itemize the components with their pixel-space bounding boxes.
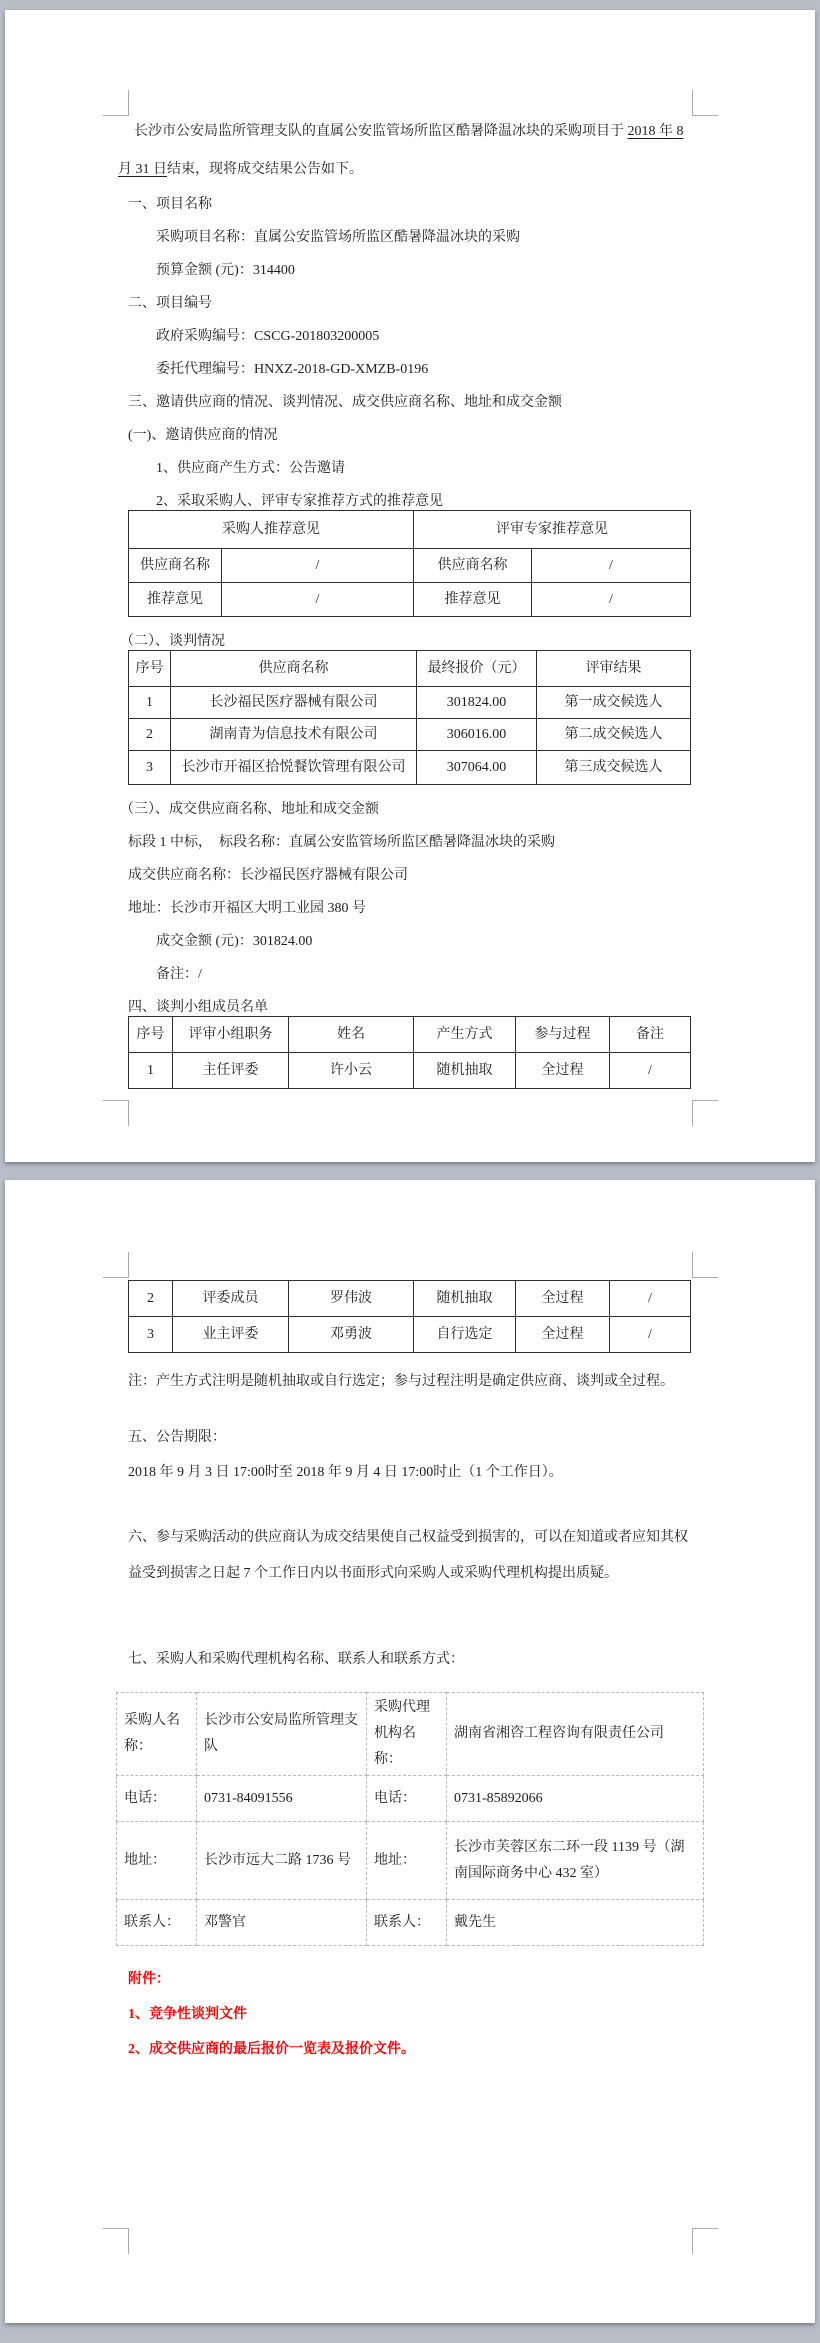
section-2-heading-part: 二、项目编号 [128,296,212,311]
recommendation-table-row [129,583,691,617]
recommendation-table-cell: / [532,583,691,617]
project-name-line-part: 采购项目名称：直属公安监管场所监区酷暑降温冰块的采购 [156,230,520,245]
recommendation-intro-line [156,492,443,511]
attachment-item-1-part: 1、竞争性谈判文件 [128,2007,247,2022]
recommendation-table-cell: 采购人推荐意见 [129,511,414,549]
announcement-period-line-part: 2018 年 9 月 3 日 17:00时至 2018 年 9 月 4 日 17:00时止（1 个工作日）。 [128,1465,563,1480]
section-4-heading-part: 四、谈判小组成员名单 [128,1000,268,1015]
panel-table-continued-cell: / [610,1317,691,1353]
panel-table-continued-cell: 随机抽取 [414,1281,516,1317]
opening-paragraph-line-1-part: 长沙市公安局监所管理支队的直属公安监管场所监区酷暑降温冰块的采购项目于 [134,124,628,139]
section-4-heading [128,998,268,1017]
panel-table-continued [128,1280,691,1353]
panel-table-continued-cell: / [610,1281,691,1317]
section-5-heading [128,1428,226,1447]
negotiation-table-cell: 301824.00 [417,687,537,719]
panel-table-continued-cell: 业主评委 [173,1317,289,1353]
contact-table-cell: 采购代理机构名称： [367,1693,447,1776]
section-6-line-2-part: 益受到损害之日起 7 个工作日内以书面形式向采购人或采购代理机构提出质疑。 [128,1566,618,1581]
contact-table-cell: 联系人： [367,1900,447,1946]
subsection-3-3-heading [120,800,379,819]
margin-mark-top-left [103,1252,129,1278]
recommendation-table-cell: / [222,549,414,583]
section-7-heading [128,1650,464,1669]
negotiation-table-cell: 306016.00 [417,719,537,751]
negotiation-table-cell: 307064.00 [417,751,537,785]
recommendation-table-row [129,549,691,583]
note-line-part: 注：产生方式注明是随机抽取或自行选定；参与过程注明是确定供应商、谈判或全过程。 [128,1374,674,1389]
contact-table-row [117,1693,704,1776]
contact-table-row [117,1776,704,1822]
remark-line-part: 备注：/ [156,967,202,982]
panel-table-cell: 主任评委 [173,1053,289,1089]
contact-table-cell: 邓警官 [197,1900,367,1946]
contact-table-cell: 电话： [117,1776,197,1822]
panel-table-cell: 参与过程 [516,1017,610,1053]
project-name-line [156,228,520,247]
attachment-heading [128,1970,170,1989]
panel-table-row [129,1017,691,1053]
panel-table-continued-cell: 评委成员 [173,1281,289,1317]
recommendation-table-cell: 供应商名称 [414,549,532,583]
attachment-item-1 [128,2005,247,2024]
panel-table-continued-cell: 全过程 [516,1317,610,1353]
contact-table-cell: 湖南省湘咨工程咨询有限责任公司 [447,1693,704,1776]
panel-table-continued-row [129,1317,691,1353]
negotiation-table-cell: 2 [129,719,171,751]
supplier-method-line [156,459,345,478]
opening-paragraph-line-2-part: 结束，现将成交结果公告如下。 [167,162,363,177]
recommendation-table-cell: / [222,583,414,617]
negotiation-table-cell: 第三成交候选人 [537,751,691,785]
subsection-3-1-heading [128,426,277,445]
panel-table-cell: 备注 [610,1017,691,1053]
winner-address-line [128,899,366,918]
deal-amount-line [156,932,312,951]
winner-address-line-part: 地址：长沙市开福区大明工业园 380 号 [128,901,366,916]
section-2-heading [128,294,212,313]
negotiation-table-cell: 1 [129,687,171,719]
margin-mark-bottom-left [103,1100,129,1126]
subsection-3-1-heading-part: (一)、邀请供应商的情况 [128,428,278,443]
budget-line-part: 预算金额 (元)：314400 [156,263,295,278]
section-3-heading [128,393,562,412]
panel-table-cell: / [610,1053,691,1089]
recommendation-intro-line-part: 2、采取采购人、评审专家推荐方式的推荐意见 [156,494,443,509]
recommendation-table [128,510,691,617]
supplier-method-line-part: 1、供应商产生方式：公告邀请 [156,461,345,476]
contact-table-cell: 长沙市公安局监所管理支队 [197,1693,367,1776]
panel-table-cell: 序号 [129,1017,173,1053]
recommendation-table-cell: 供应商名称 [129,549,222,583]
bid-section-line [128,833,555,852]
contact-table-cell: 采购人名称： [117,1693,197,1776]
recommendation-table-cell: 推荐意见 [414,583,532,617]
gov-procurement-no-line [156,327,379,346]
budget-line [156,261,295,280]
contact-table-row [117,1822,704,1900]
panel-table-cell: 许小云 [289,1053,414,1089]
attachment-item-2 [128,2040,415,2059]
note-line [128,1372,674,1391]
section-1-heading [128,195,212,214]
contact-table-cell: 长沙市远大二路 1736 号 [197,1822,367,1900]
contact-table-cell: 0731-84091556 [197,1776,367,1822]
negotiation-table-row [129,751,691,785]
document-page-2 [5,1180,815,2323]
margin-mark-top-left [103,90,129,116]
recommendation-table-row [129,511,691,549]
panel-table-cell: 产生方式 [414,1017,516,1053]
panel-table-continued-cell: 2 [129,1281,173,1317]
negotiation-table-row [129,719,691,751]
contact-table-cell: 地址： [117,1822,197,1900]
subsection-3-2-heading [120,632,225,651]
negotiation-table-cell: 最终报价（元） [417,651,537,687]
panel-table [128,1016,691,1089]
panel-table-continued-row [129,1281,691,1317]
bid-section-line-part: 标段 1 中标， 标段名称：直属公安监管场所监区酷暑降温冰块的采购 [128,835,555,850]
margin-mark-bottom-right [692,2228,718,2254]
contact-table-cell: 地址： [367,1822,447,1900]
recommendation-table-cell: / [532,549,691,583]
deal-amount-line-part: 成交金额 (元)：301824.00 [156,934,313,949]
margin-mark-bottom-left [103,2228,129,2254]
margin-mark-top-right [692,90,718,116]
negotiation-table-cell: 序号 [129,651,171,687]
negotiation-table-cell: 第一成交候选人 [537,687,691,719]
negotiation-table-cell: 供应商名称 [171,651,417,687]
section-1-heading-part: 一、项目名称 [128,197,212,212]
margin-mark-top-right [692,1252,718,1278]
panel-table-continued-cell: 罗伟波 [289,1281,414,1317]
panel-table-cell: 全过程 [516,1053,610,1089]
opening-paragraph-line-1 [134,122,684,141]
panel-table-cell: 评审小组职务 [173,1017,289,1053]
document-page-1 [5,10,815,1162]
panel-table-continued-cell: 邓勇波 [289,1317,414,1353]
panel-table-row [129,1053,691,1089]
recommendation-table-cell: 评审专家推荐意见 [414,511,691,549]
opening-paragraph-line-2 [118,160,363,179]
section-7-heading-part: 七、采购人和采购代理机构名称、联系人和联系方式： [128,1652,464,1667]
negotiation-table-row [129,687,691,719]
attachment-heading-part: 附件： [128,1972,170,1987]
section-6-line-2 [128,1564,618,1583]
negotiation-table-cell: 评审结果 [537,651,691,687]
subsection-3-2-heading-part: （二）、谈判情况 [120,634,225,649]
negotiation-table-cell: 长沙福民医疗器械有限公司 [171,687,417,719]
negotiation-table-row [129,651,691,687]
contact-table-cell: 戴先生 [447,1900,704,1946]
gov-procurement-no-line-part: 政府采购编号：CSCG-201803200005 [156,329,380,344]
contact-table-cell: 长沙市芙蓉区东二环一段 1139 号（湖南国际商务中心 432 室） [447,1822,704,1900]
negotiation-table-cell: 湖南青为信息技术有限公司 [171,719,417,751]
section-5-heading-part: 五、公告期限： [128,1430,226,1445]
announcement-period-line [128,1463,563,1482]
contact-table-cell: 0731-85892066 [447,1776,704,1822]
contact-table [116,1692,704,1946]
winner-name-line-part: 成交供应商名称：长沙福民医疗器械有限公司 [128,868,408,883]
opening-paragraph-line-2-part: 月 31 日 [118,162,167,177]
panel-table-continued-cell: 自行选定 [414,1317,516,1353]
negotiation-table [128,650,691,785]
contact-table-row [117,1900,704,1946]
subsection-3-3-heading-part: （三）、成交供应商名称、地址和成交金额 [120,802,379,817]
section-6-line-1 [128,1528,688,1547]
panel-table-continued-cell: 3 [129,1317,173,1353]
panel-table-continued-cell: 全过程 [516,1281,610,1317]
opening-paragraph-line-1-part: 2018 年 8 [627,124,684,139]
remark-line [156,965,202,984]
recommendation-table-cell: 推荐意见 [129,583,222,617]
panel-table-cell: 姓名 [289,1017,414,1053]
agency-no-line-part: 委托代理编号：HNXZ-2018-GD-XMZB-0196 [156,362,429,377]
negotiation-table-cell: 第二成交候选人 [537,719,691,751]
agency-no-line [156,360,428,379]
negotiation-table-cell: 3 [129,751,171,785]
section-6-line-1-part: 六、参与采购活动的供应商认为成交结果使自己权益受到损害的，可以在知道或者应知其权 [128,1530,688,1545]
panel-table-cell: 随机抽取 [414,1053,516,1089]
negotiation-table-cell: 长沙市开福区拾悦餐饮管理有限公司 [171,751,417,785]
attachment-item-2-part: 2、成交供应商的最后报价一览表及报价文件。 [128,2042,415,2057]
winner-name-line [128,866,408,885]
panel-table-cell: 1 [129,1053,173,1089]
contact-table-cell: 联系人： [117,1900,197,1946]
section-3-heading-part: 三、邀请供应商的情况、谈判情况、成交供应商名称、地址和成交金额 [128,395,562,410]
margin-mark-bottom-right [692,1100,718,1126]
contact-table-cell: 电话： [367,1776,447,1822]
